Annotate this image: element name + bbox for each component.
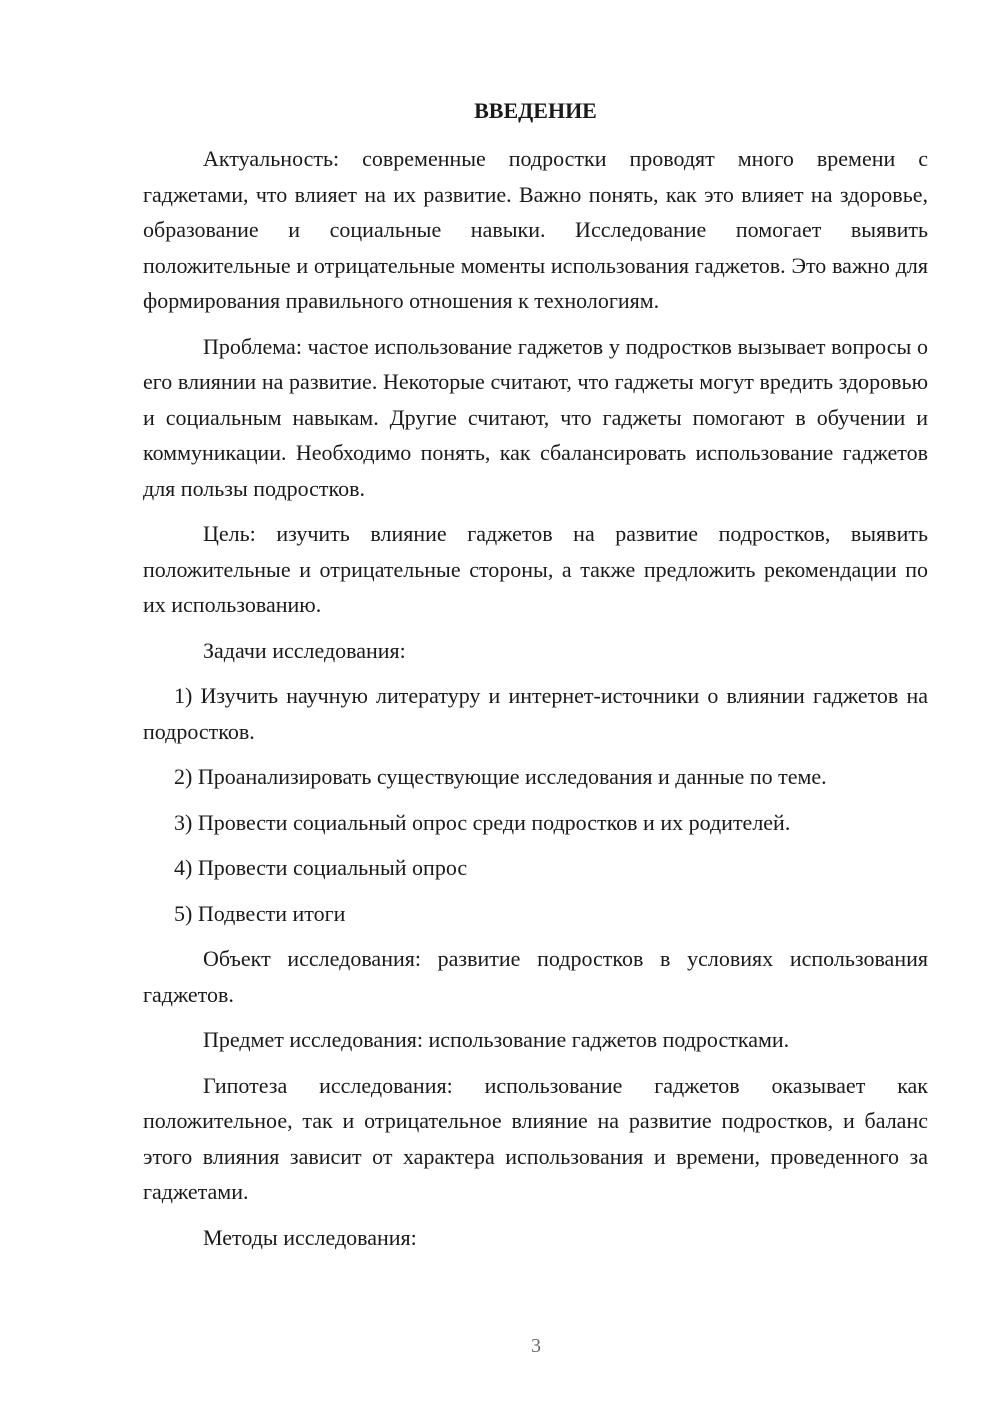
paragraph-problem: Проблема: частое использование гаджетов у подростков вызывает вопросы о его влиянии на развитие. Некоторые считают, что гаджеты могут вредить здоровью и социальным навыкам. Другие считают, что гаджеты помогают в обучении и коммуникации. Необходимо понять, как сбалансировать использование гаджетов для пользы подростков. — [143, 333, 928, 501]
methods-heading: Методы исследования: — [203, 1224, 417, 1250]
task-item-1: 1) Изучить научную литературу и интернет-источники о влиянии гаджетов на подростков. — [143, 683, 928, 744]
paragraph-goal: Цель: изучить влияние гаджетов на развитие подростков, выявить положительные и отрицательные стороны, а также предложить рекомендации по их использованию. — [143, 521, 928, 617]
page-number: 3 — [531, 1335, 541, 1357]
task-item-5: 5) Подвести итоги — [174, 900, 346, 926]
page-title: ВВЕДЕНИЕ — [474, 98, 597, 123]
tasks-heading: Задачи исследования: — [203, 637, 406, 663]
task-item-3: 3) Провести социальный опрос среди подростков и их родителей. — [174, 809, 791, 835]
paragraph-subject: Предмет исследования: использование гаджетов подростками. — [203, 1027, 790, 1052]
paragraph-hypothesis: Гипотеза исследования: использование гаджетов оказывает как положительное, так и отрицательное влияние на развитие подростков, и баланс этого влияния зависит от характера использования и времени, проведенного за гаджетами. — [143, 1072, 928, 1204]
task-item-2: 2) Проанализировать существующие исследования и данные по теме. — [174, 764, 827, 789]
paragraph-relevance: Актуальность: современные подростки проводят много времени с гаджетами, что влияет на их развитие. Важно понять, как это влияет на здоровье, образование и социальные навыки. Исследование помогает выявить положительные и отрицательные моменты использования гаджетов. Это важно для формирования правильного отношения к технологиям. — [143, 146, 928, 313]
task-item-4: 4) Провести социальный опрос — [174, 855, 468, 880]
paragraph-object: Объект исследования: развитие подростков в условиях использования гаджетов. — [143, 946, 928, 1007]
document-body — [143, 141, 928, 1265]
